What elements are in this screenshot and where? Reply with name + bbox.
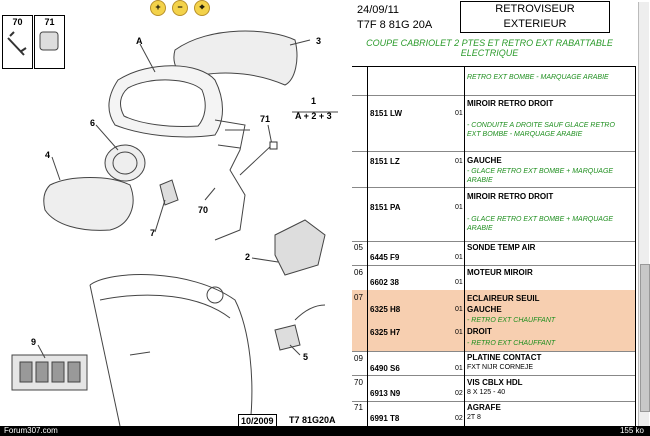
row-desc: ECLAIREUR SEUIL GAUCHE xyxy=(467,294,540,314)
row-desc: SONDE TEMP AIR xyxy=(467,243,536,252)
diagram-date: 10/2009 xyxy=(238,414,277,428)
row-note: - RETRO EXT CHAUFFANT xyxy=(467,317,556,324)
row-ref: 6445 F9 xyxy=(370,253,400,262)
row-desc2: 8 X 125 - 40 xyxy=(467,389,506,396)
callout-3[interactable]: 3 xyxy=(316,36,322,46)
table-row[interactable] xyxy=(352,151,635,188)
table-row[interactable] xyxy=(352,95,635,152)
callout-A[interactable]: A xyxy=(136,36,143,46)
row-note: - GLACE RETRO EXT BOMBE + MARQUAGE ARABIE xyxy=(467,216,614,232)
row-note: - RETRO EXT CHAUFFANT xyxy=(467,340,556,347)
row-ref: 6602 38 xyxy=(370,278,399,287)
title-line2: EXTERIEUR xyxy=(503,18,567,30)
callout-4[interactable]: 4 xyxy=(45,150,51,160)
row-group: 70 xyxy=(354,378,363,387)
status-bar xyxy=(0,426,650,436)
row-qty: 01 xyxy=(455,158,463,165)
callout-70[interactable]: 70 xyxy=(198,205,209,215)
header-code: T7F 8 81G 20A xyxy=(357,19,433,31)
table-row[interactable] xyxy=(352,265,635,291)
page-subtitle: COUPE CABRIOLET 2 PTES ET RETRO EXT RABATTABLE ELECTRIQUE xyxy=(366,38,613,58)
page-title xyxy=(460,1,610,33)
column-divider xyxy=(367,66,368,426)
table-row[interactable] xyxy=(352,187,635,242)
row-group: 71 xyxy=(354,403,363,412)
parts-table xyxy=(352,66,635,427)
row-qty: 01 xyxy=(455,279,463,286)
row-desc: GAUCHE xyxy=(467,156,502,165)
row-desc2: 2T 8 xyxy=(467,414,481,421)
row-qty: 01 xyxy=(455,306,463,313)
row-group: 06 xyxy=(354,268,363,277)
row-desc: MIROIR RETRO DROIT xyxy=(467,99,554,108)
row-note: - CONDUITE A DROITE SAUF GLACE RETRO EXT BOMBE - MARQUAGE ARABIE xyxy=(467,122,615,138)
row-desc: MIROIR RETRO DROIT xyxy=(467,192,554,201)
row-ref: 6325 H7 xyxy=(370,328,401,337)
row-qty: 01 xyxy=(455,204,463,211)
zoom-fit-icon[interactable]: ⌖ xyxy=(194,0,210,16)
row-qty: 01 xyxy=(455,365,463,372)
row-qty: 01 xyxy=(455,110,463,117)
row-note: RETRO EXT BOMBE - MARQUAGE ARABIE xyxy=(467,74,609,81)
row-ref: 8151 LW xyxy=(370,109,403,118)
thumb-label: 71 xyxy=(44,17,55,27)
site-name: Forum307.com xyxy=(4,426,58,435)
table-row[interactable] xyxy=(352,67,635,96)
parts-panel xyxy=(352,0,639,426)
callout-2[interactable]: 2 xyxy=(245,252,251,262)
row-group: 07 xyxy=(354,293,363,302)
row-ref: 8151 PA xyxy=(370,203,401,212)
callout-6[interactable]: 6 xyxy=(90,118,96,128)
diagram-ref: T7 81G20A xyxy=(289,415,336,425)
row-qty: 01 xyxy=(455,329,463,336)
table-row[interactable] xyxy=(352,351,635,376)
row-desc: MOTEUR MIROIR xyxy=(467,268,533,277)
row-ref: 8151 LZ xyxy=(370,157,400,166)
file-size: 155 ko xyxy=(619,426,644,435)
row-qty: 02 xyxy=(455,415,463,422)
callout-formula: A + 2 + 3 xyxy=(295,111,332,121)
callout-71[interactable]: 71 xyxy=(260,114,271,124)
zoom-in-icon[interactable]: + xyxy=(150,0,166,16)
callout-9[interactable]: 9 xyxy=(31,337,37,347)
vertical-scrollbar[interactable] xyxy=(638,2,649,426)
row-ref: 6490 S6 xyxy=(370,364,400,373)
table-row[interactable] xyxy=(352,241,635,266)
row-desc: PLATINE CONTACT xyxy=(467,353,542,362)
table-row-highlighted[interactable] xyxy=(352,290,635,352)
column-divider xyxy=(464,66,465,426)
callout-7[interactable]: 7 xyxy=(150,228,156,238)
row-desc2: FXT NIJR CORNEJE xyxy=(467,364,533,371)
scrollbar-thumb[interactable] xyxy=(640,264,650,412)
row-desc: DROIT xyxy=(467,327,492,336)
column-divider xyxy=(635,66,636,426)
callout-1[interactable]: 1 xyxy=(311,96,317,106)
header-date: 24/09/11 xyxy=(357,4,400,16)
row-group: 05 xyxy=(354,243,363,252)
zoom-out-icon[interactable]: − xyxy=(172,0,188,16)
table-row[interactable] xyxy=(352,375,635,402)
row-qty: 02 xyxy=(455,390,463,397)
row-group: 09 xyxy=(354,354,363,363)
row-desc: VIS CBLX HDL xyxy=(467,378,523,387)
row-ref: 6913 N9 xyxy=(370,389,401,398)
title-line1: RETROVISEUR xyxy=(495,3,575,15)
row-ref: 6325 H8 xyxy=(370,305,401,314)
row-note: - GLACE RETRO EXT BOMBE + MARQUAGE ARABIE xyxy=(467,168,614,184)
callout-5[interactable]: 5 xyxy=(303,352,309,362)
row-desc: AGRAFE xyxy=(467,403,501,412)
row-qty: 01 xyxy=(455,254,463,261)
table-row[interactable] xyxy=(352,401,635,426)
thumb-label: 70 xyxy=(12,17,23,27)
row-ref: 6991 T8 xyxy=(370,414,400,423)
